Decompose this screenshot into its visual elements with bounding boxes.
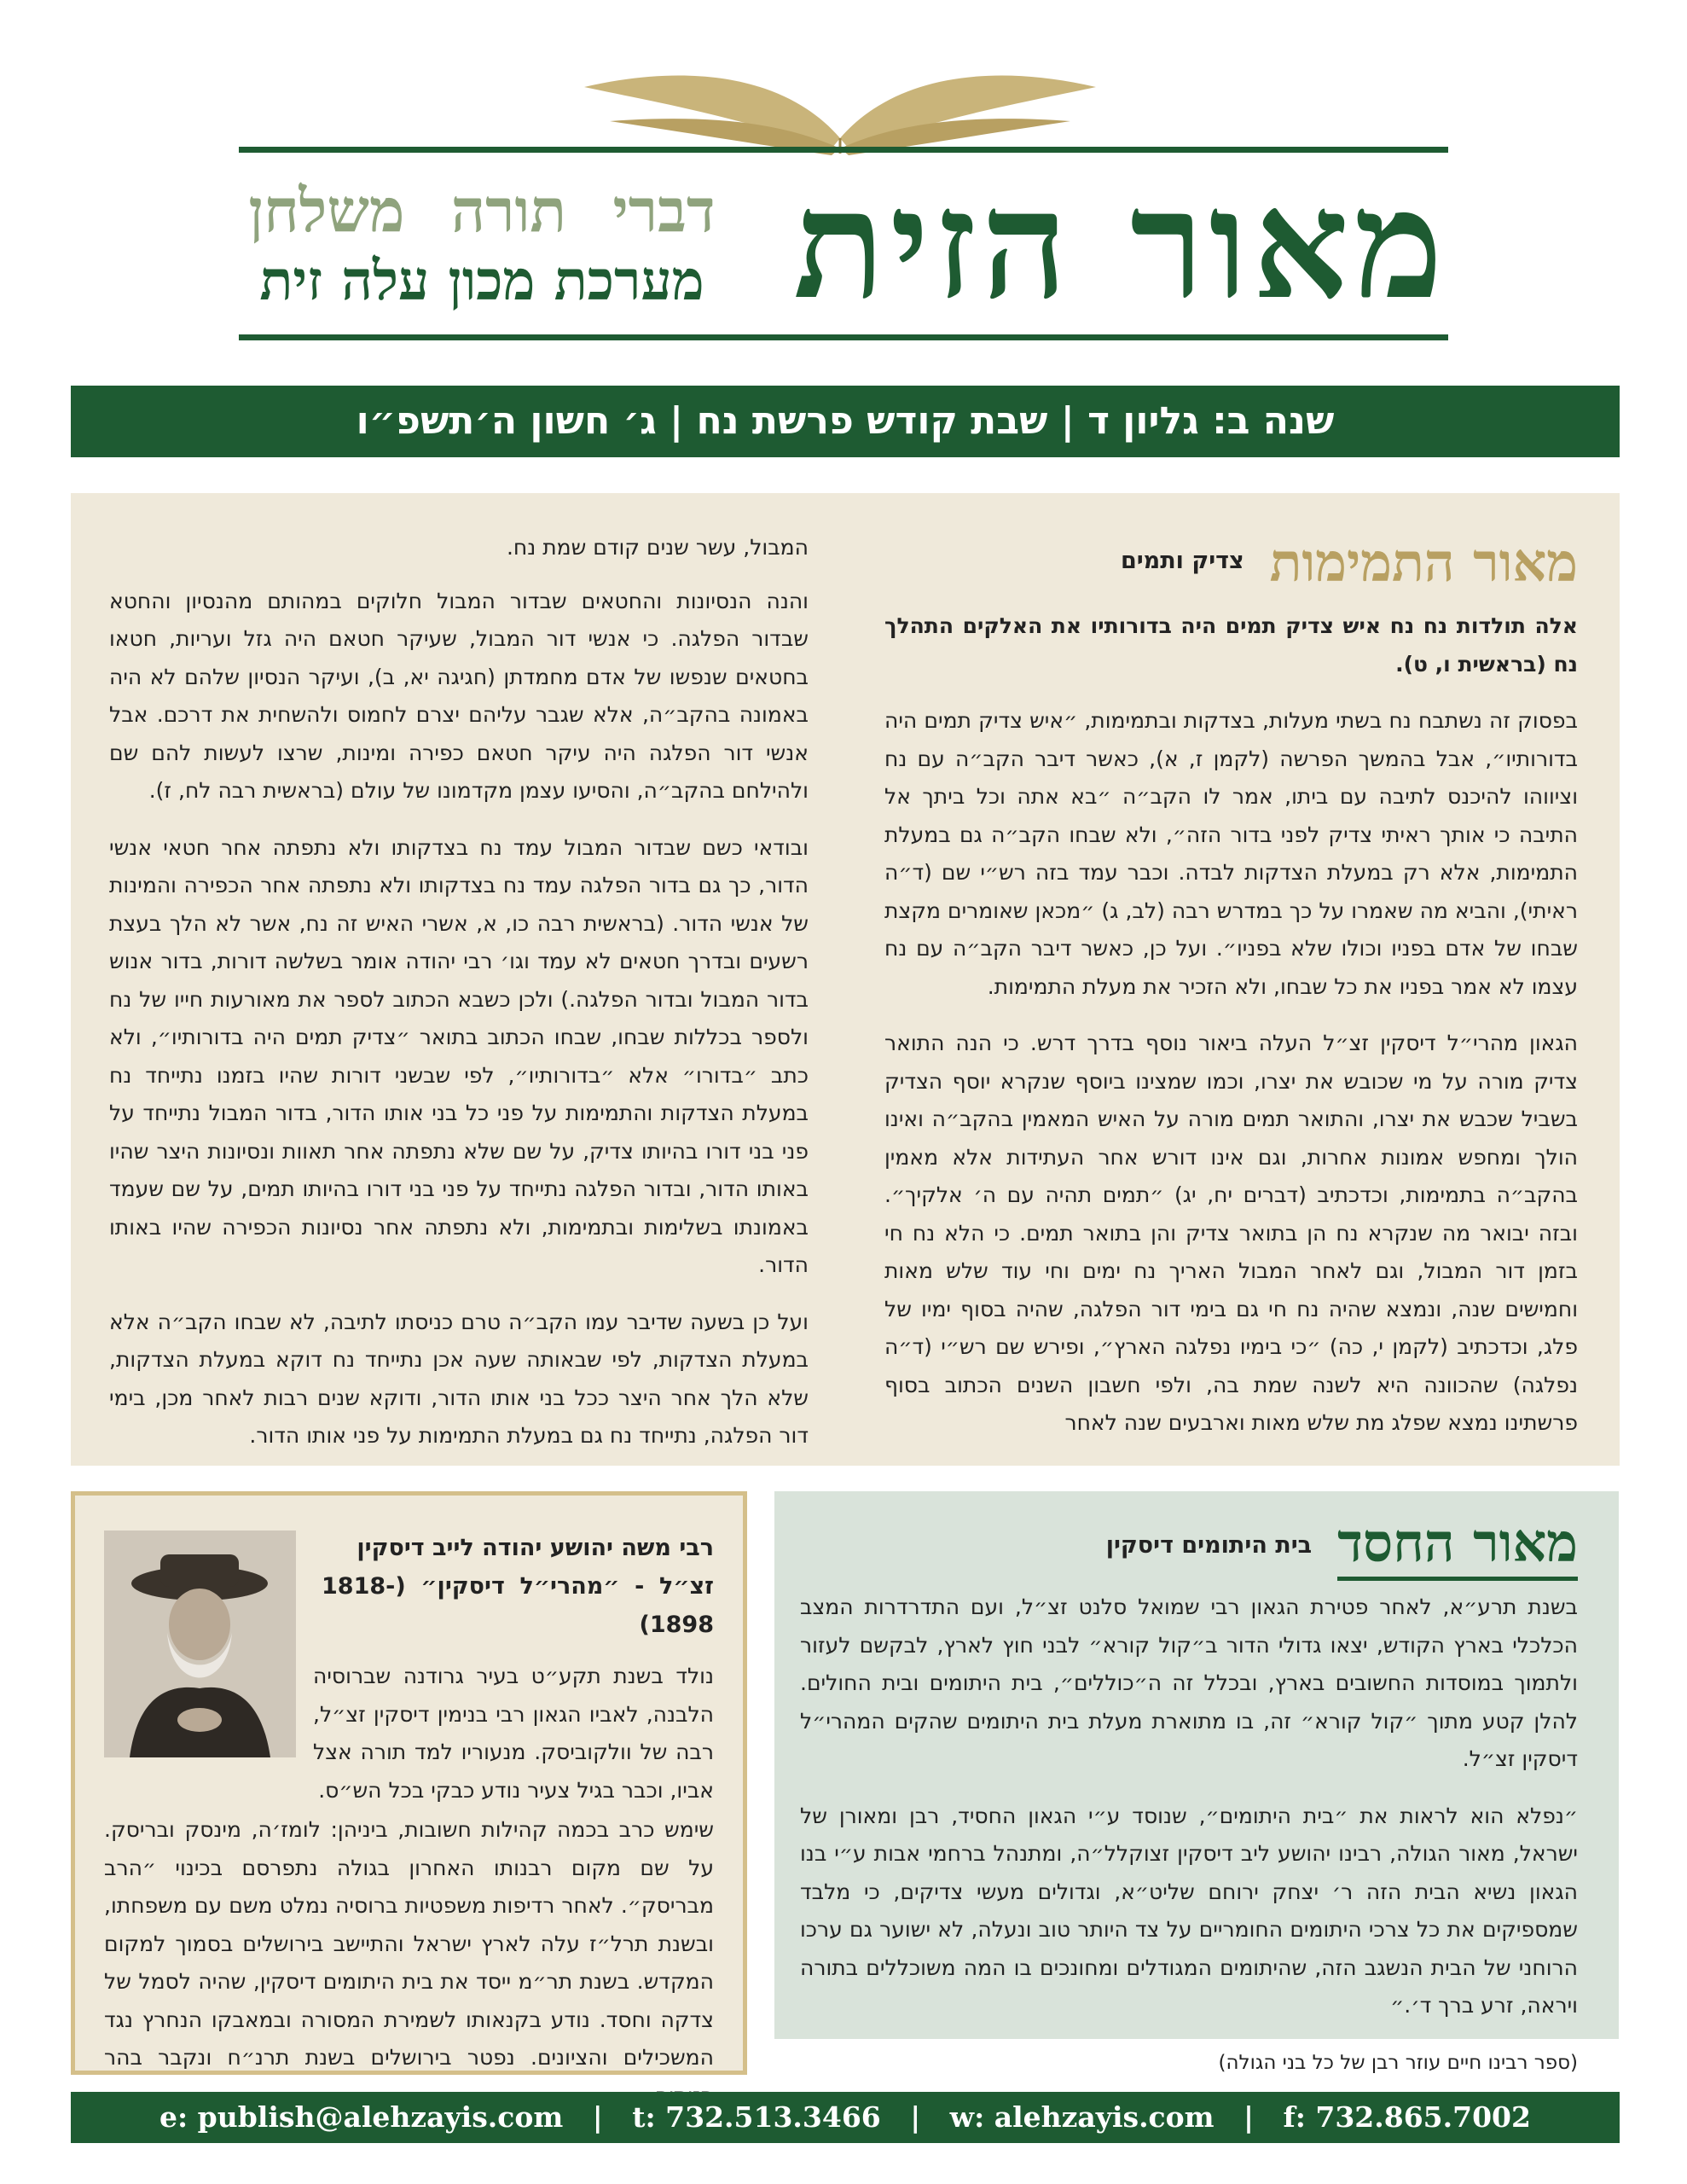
section-header [800,1513,1578,1587]
article-paragraph: והנה הנסיונות והחטאים שבדור המבול חלוקים במהותם מהנסיון והחטא שבדור הפלגה. כי אנשי דור המבול, שעיקר חטאם היה גזל ועריות, חטאו בחטאים שנפשו של אדם מחמדתן (חגיגה יא, ב), ועיקר הנסיון שלהם לא היה באמונה בהקב״ה, אלא שגבר עליהם יצרם לחמוס ולהשחית את דרכם. אבל אנשי דור הפלגה היה עיקר חטאם כפירה ומינות, שרצו לעשות להם שם ולהילחם בהקב״ה, והסיעו עצמן מקדמונו של עולם (בראשית רבה לח, ז). [109,588,809,803]
bio-paragraph: נולד בשנת תקע״ט בעיר גרודנה שברוסיה הלבנה, לאביו הגאון רבי בנימין דיסקין זצ״ל, רבה של וולקוביסק. מנעוריו למד תורה אצל אביו, וכבר בגיל צעיר נודע כבקי בכל הש״ס. [313,1664,714,1803]
bio-column [104,1529,714,2134]
section-title: מאור התמימות [1269,531,1578,594]
masthead-bottom-rule [239,334,1448,340]
main-article-left-column [109,529,809,1474]
main-article-right-column [884,529,1578,1461]
article-paragraph: בפסוק זה נשתבח נח בשתי מעלות, בצדקות ובתמימות, ״איש צדיק תמים היה בדורותיו״, אבל בהמשך הפרשה (לקמן ז, א), כאשר דיבר הקב״ה עם נח וציווהו להיכנס לתיבה עם ביתו, אמר לו הקב״ה ״בא אתה וכל ביתך אל התיבה כי אותך ראיתי צדיק לפני בדור הזה״, ולא שבחו הקב״ה גם במעלת התמימות, אלא רק במעלת הצדקות לבדה. וכבר עמד בזה רש״י שם (ד״ה ראיתי), והביא מה שאמרו על כך במדרש רבה (לב, ג) ״מכאן שאומרים מקצת שבחו של אדם בפניו וכולו שלא בפניו״. ועל כן, כאשר דיבר הקב״ה עם נח עצמו לא אמר בפניו את כל שבחו, ולא הזכיר את מעלת התמימות. [884,708,1578,999]
issue-info-bar: שנה ב: גליון ד | שבת קודש פרשת נח | ג׳ חשון ה׳תשפ״ו [71,386,1620,457]
verse-quote: אלה תולדות נח נח איש צדיק תמים היה בדורותיו את האלקים התהלך נח (בראשית ו, ט). [884,613,1578,677]
article-paragraph: ועל כן בשעה שדיבר עמו הקב״ה טרם כניסתו לתיבה, לא שבחו הקב״ה אלא במעלת הצדקות, לפי שבאותה שעה אכן נתייחד נח דוקא במעלת הצדקות, שלא הלך אחר היצר ככל בני אותו הדור, ודוקא שנים רבות לאחר מכן, בימי דור הפלגה, נתייחד נח גם במעלת התמימות על פני אותו הדור. [109,1309,809,1448]
article-topic: בית היתומים דיסקין [1105,1532,1313,1559]
section-header [884,529,1578,606]
newsletter-subtitle: דברי תורה משלחן [248,175,716,246]
article-paragraph: בשנת תרע״א, לאחר פטירת הגאון רבי שמואל סלנט זצ״ל, ועם התדרדרות המצב הכלכלי בארץ הקודש, יצאו גדולי הדור ב״קול קורא״ לבני חוץ לארץ, לבקשם לעזור ולתמוך במוסדות החשובים בארץ, ובכלל זה ה״כוללים״, בית היתומים ובית החולים. להלן קטע מתוך ״קול קורא״ זה, בו מתוארת מעלת בית היתומים שהקים המהרי״ל דיסקין זצ״ל. [800,1594,1578,1771]
masthead-top-rule [239,147,1448,153]
open-book-leaf-icon [576,53,1104,155]
article-paragraph: ״נפלא הוא לראות את ״בית היתומים״, שנוסד ע״י הגאון החסיד, רבן ומאורן של ישראל, מאור הגולה, רבינו יהושע ליב דיסקין זצוקלל״ה, ומתנהל ברחמי אבות ע״י בנו הגאון נשיא הבית הזה ר׳ יצחק ירוחם שליט״א, וגדולים מעשי צדיקים, כי מלבד שמספיקים את כל צרכי היתומים החומריים על צד היותר טוב ונעלה, לא ישוער גם ערכו הרוחני של הבית הנשגב הזה, שהיתומים המגודלים ומחונכים בו המה משוכללים בתורה ויראה, זרע ברך ד׳.״ [800,1803,1578,2018]
bio-header [322,1529,714,1644]
bio-dates: זצ״ל - ״מהרי״ל דיסקין״ (1818-1898) [322,1573,714,1638]
article-paragraph: המבול, עשר שנים קודם שמת נח. [506,535,809,560]
source-citation: (ספר רבינו חיים עוזר רבן של כל בני הגולה) [1218,2051,1578,2074]
newsletter-title: מאור הזית [793,156,1448,333]
article-topic: צדיק ותמים [1120,548,1244,574]
article-paragraph: הגאון מהרי״ל דיסקין זצ״ל העלה ביאור נוסף בדרך דרש. כי הנה התואר צדיק מורה על מי שכובש את יצרו, וכמו שמצינו ביוסף שנקרא יוסף הצדיק בשביל שכבש את יצרו, והתואר תמים מורה על האיש המאמין בהקב״ה ואינו הולך ומחפש אמונות אחרות, וגם אינו דורש אחר העתידות אלא מאמין בהקב״ה בתמימות, וכדכתיב (דברים יח, יג) ״תמים תהיה עם ה׳ אלקיך״. ובזה יבואר מה שנקרא נח הן בתואר צדיק והן בתואר תמים. כי הלא נח חי בזמן דור המבול, וגם לאחר המבול האריך נח ימים וחי עוד שלש מאות וחמישים שנה, ונמצא שהיה נח חי גם בימי דור הפלגה, שהיה בסוף ימיו של פלג, וכדכתיב (לקמן י, כה) ״כי בימיו נפלגה הארץ״, ופירש שם רש״י (ד״ה נפלגה) שהכוונה היא לשנה שמת בה, ולפי חשבון השנים הכתוב בסוף פרשתינו נמצא שפלג מת שלש מאות וארבעים שנה לאחר [884,1031,1578,1435]
contact-footer: e: publish@alehzayis.com | t: 732.513.3466 | w: alehzayis.com | f: 732.865.7002 [71,2092,1620,2143]
section-title: מאור החסד [1337,1513,1578,1581]
article-paragraph: ובודאי כשם שבדור המבול עמד נח בצדקותו ולא נתפתה אחר חטאי אנשי הדור, כך גם בדור הפלגה עמד נח בצדקותו ולא נתפתה אחר הכפירה והמינות של אנשי הדור. (בראשית רבה כו, א, אשרי האיש זה נח, אשר לא הלך בעצת רשעים ובדרך חטאים לא עמד וגו׳ רבי יהודה אומר בשלשה דורות, בדור אנוש בדור המבול ובדור הפלגה.) ולכן כשבא הכתוב לספר את מאורעות חייו של נח ולספר בכללות שבחו, שבחו הכתוב בתואר ״צדיק תמים היה בדורותיו״, ולא כתב ״בדורו״ אלא ״בדורותיו״, לפי שבשני דורות שהיו בזמנו נתייחד נח במעלת הצדקות והתמימות על פני כל בני אותו הדור, בדור המבול נתייחד על פני בני דורו בהיותו צדיק, על שם שלא נתפתה אחר תאוות ונסיונות היצר שהיו באותו הדור, ובדור הפלגה נתייחד על פני בני דורו בהיותו תמים, על שם שעמד באמונתו בשלימות ובתמימות, ולא נתפתה אחר נסיונות הכפירה שהיו באותו הדור. [109,834,809,1277]
chesed-column [800,1513,1578,2082]
bio-paragraph: שימש כרב בכמה קהילות חשובות, ביניהן: לומז׳ה, מינסק ובריסק. על שם מקום רבנותו האחרון בגולה נתפרסם בכינוי ״הרב מבריסק״. לאחר רדיפות משפטיות ברוסיה נמלט משם עם משפחתו, ובשנת תרל״ז עלה לארץ ישראל והתיישב בירושלים בסמוך למקום המקדש. בשנת תר״מ ייסד את בית היתומים דיסקין, שהיה לסמל של צדקה וחסד. נודע בקנאותו לשמירת המסורה ובמאבקו הנחרץ נגד המשכילים והציונים. נפטר בירושלים בשנת תרנ״ח ונקבר בהר [104,1817,714,2070]
publisher-name: מערכת מכון עלה זית [259,249,704,313]
bio-name: רבי משה יהושע יהודה לייב דיסקין [357,1535,714,1561]
